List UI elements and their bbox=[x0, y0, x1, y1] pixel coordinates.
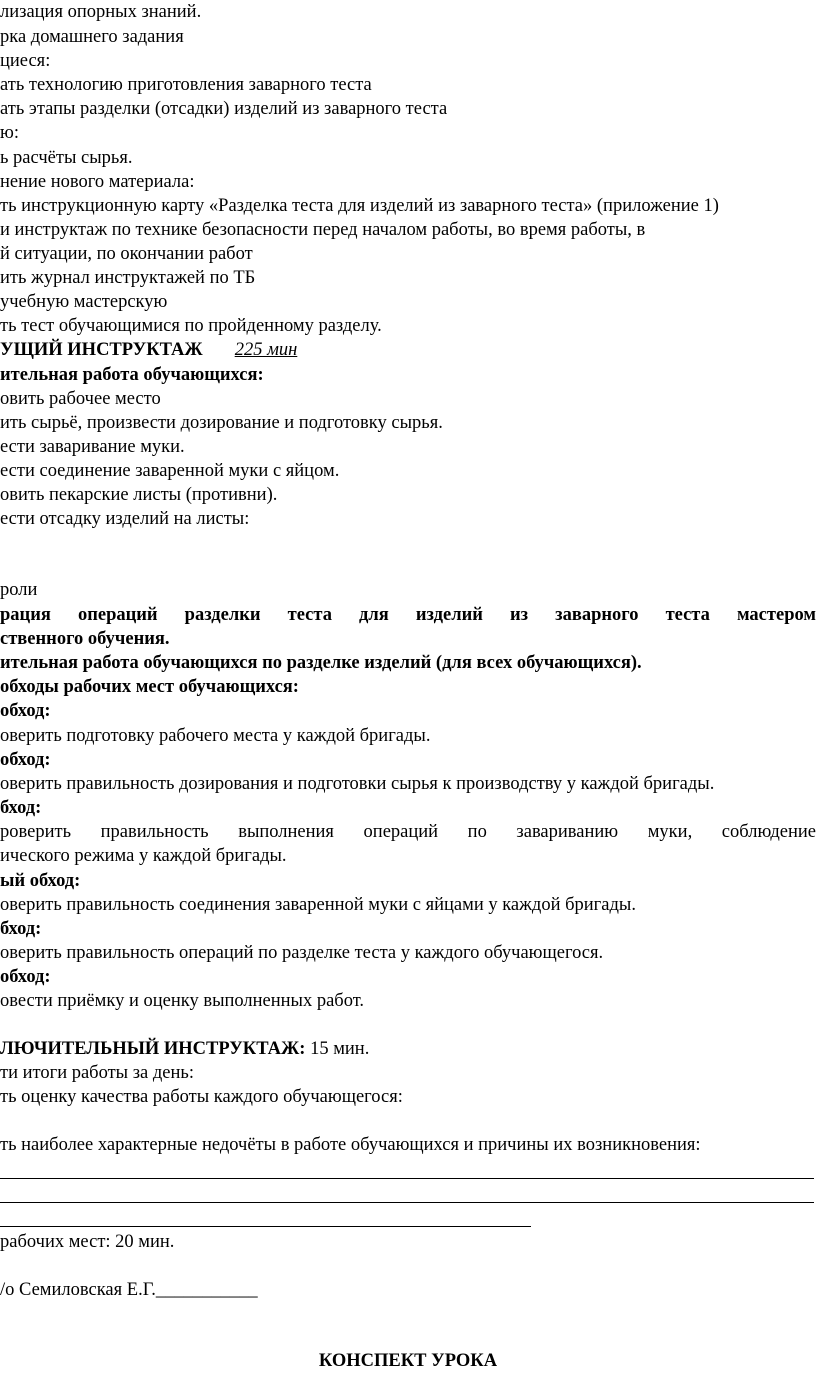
text-line-10: и инструктаж по технике безопасности перед началом работы, во время работы, в bbox=[0, 220, 646, 240]
text-line-40: овести приёмку и оценку выполненных работ. bbox=[0, 991, 365, 1011]
text-line-37: бход: bbox=[0, 919, 42, 939]
word: выполнения bbox=[238, 822, 334, 842]
text-line-17: овить рабочее место bbox=[0, 389, 161, 409]
blank-line bbox=[0, 1226, 531, 1227]
text-line-32: бход: bbox=[0, 798, 42, 818]
text-line-45: рабочих мест: 20 мин. bbox=[0, 1232, 175, 1252]
section-heading-final-instruction bbox=[0, 1037, 369, 1061]
text-line-26: ительная работа обучающихся по разделке изделий (для всех обучающихся). bbox=[0, 653, 642, 673]
signature-line: /о Семиловская Е.Г.___________ bbox=[0, 1280, 258, 1300]
word: мастером bbox=[736, 605, 816, 625]
section-duration: 15 мин. bbox=[305, 1039, 370, 1059]
section-heading-current-instruction bbox=[0, 338, 297, 362]
text-line-3: циеся: bbox=[0, 51, 51, 71]
word: для bbox=[359, 605, 389, 625]
word: изделий bbox=[415, 605, 483, 625]
text-line-4: ать технологию приготовления заварного теста bbox=[0, 75, 372, 95]
text-line-8: нение нового материала: bbox=[0, 172, 195, 192]
text-line-43: ть оценку качества работы каждого обучающегося: bbox=[0, 1087, 403, 1107]
text-line-23: роли bbox=[0, 580, 38, 600]
text-line-20: ести соединение заваренной муки с яйцом. bbox=[0, 461, 340, 481]
word: роверить bbox=[0, 822, 72, 842]
blank-line bbox=[0, 1178, 814, 1179]
text-line-44: ть наиболее характерные недочёты в работе обучающихся и причины их возникновения: bbox=[0, 1135, 701, 1155]
word: завариванию bbox=[516, 822, 619, 842]
text-line-25: ственного обучения. bbox=[0, 629, 170, 649]
text-line-6: ю: bbox=[0, 123, 19, 143]
text-line-13: учебную мастерскую bbox=[0, 292, 168, 312]
word: по bbox=[467, 822, 487, 842]
text-line-29: оверить подготовку рабочего места у каждой бригады. bbox=[0, 726, 431, 746]
word: разделки bbox=[184, 605, 261, 625]
text-line-12: ить журнал инструктажей по ТБ bbox=[0, 268, 256, 288]
word: теста bbox=[665, 605, 710, 625]
section-duration: 225 мин bbox=[234, 340, 298, 360]
word: рация bbox=[0, 605, 51, 625]
text-line-34: ического режима у каждой бригады. bbox=[0, 846, 287, 866]
text-line-39: обход: bbox=[0, 967, 51, 987]
text-line-28: обход: bbox=[0, 701, 51, 721]
blank-line bbox=[0, 1202, 814, 1203]
text-line-22: ести отсадку изделий на листы: bbox=[0, 509, 250, 529]
text-line-2: рка домашнего задания bbox=[0, 27, 184, 47]
word: из bbox=[509, 605, 529, 625]
text-line-14: ть тест обучающимися по пройденному разделу. bbox=[0, 316, 382, 336]
word: операций bbox=[363, 822, 439, 842]
text-line-27: обходы рабочих мест обучающихся: bbox=[0, 677, 299, 697]
text-line-11: й ситуации, по окончании работ bbox=[0, 244, 253, 264]
text-line-18: ить сырьё, произвести дозирование и подготовку сырья. bbox=[0, 413, 443, 433]
text-line-1: лизация опорных знаний. bbox=[0, 2, 202, 22]
text-line-19: ести заваривание муки. bbox=[0, 437, 185, 457]
word: муки, bbox=[647, 822, 693, 842]
text-line-24-justified bbox=[0, 603, 816, 627]
text-line-33-justified bbox=[0, 820, 816, 844]
word: правильность bbox=[100, 822, 209, 842]
text-line-38: оверить правильность операций по разделке теста у каждого обучающегося. bbox=[0, 943, 604, 963]
word: заварного bbox=[555, 605, 639, 625]
word: соблюдение bbox=[721, 822, 816, 842]
text-line-35: ый обход: bbox=[0, 871, 81, 891]
section-heading-label: ЛЮЧИТЕЛЬНЫЙ ИНСТРУКТАЖ: bbox=[0, 1039, 306, 1059]
text-line-36: оверить правильность соединения заваренной муки с яйцами у каждой бригады. bbox=[0, 895, 636, 915]
word: операций bbox=[77, 605, 158, 625]
text-line-9: ть инструкционную карту «Разделка теста для изделий из заварного теста» (приложение 1) bbox=[0, 196, 719, 216]
section-heading-label: УЩИЙ ИНСТРУКТАЖ bbox=[0, 340, 203, 360]
text-line-30: обход: bbox=[0, 750, 51, 770]
text-line-31: оверить правильность дозирования и подготовки сырья к производству у каждой бригады. bbox=[0, 774, 715, 794]
text-line-21: овить пекарские листы (противни). bbox=[0, 485, 278, 505]
text-line-7: ь расчёты сырья. bbox=[0, 148, 133, 168]
page-title: КОНСПЕКТ УРОКА bbox=[318, 1351, 498, 1371]
word: теста bbox=[287, 605, 332, 625]
text-line-5: ать этапы разделки (отсадки) изделий из заварного теста bbox=[0, 99, 448, 119]
text-line-16: ительная работа обучающихся: bbox=[0, 365, 264, 385]
text-line-42: ти итоги работы за день: bbox=[0, 1063, 194, 1083]
